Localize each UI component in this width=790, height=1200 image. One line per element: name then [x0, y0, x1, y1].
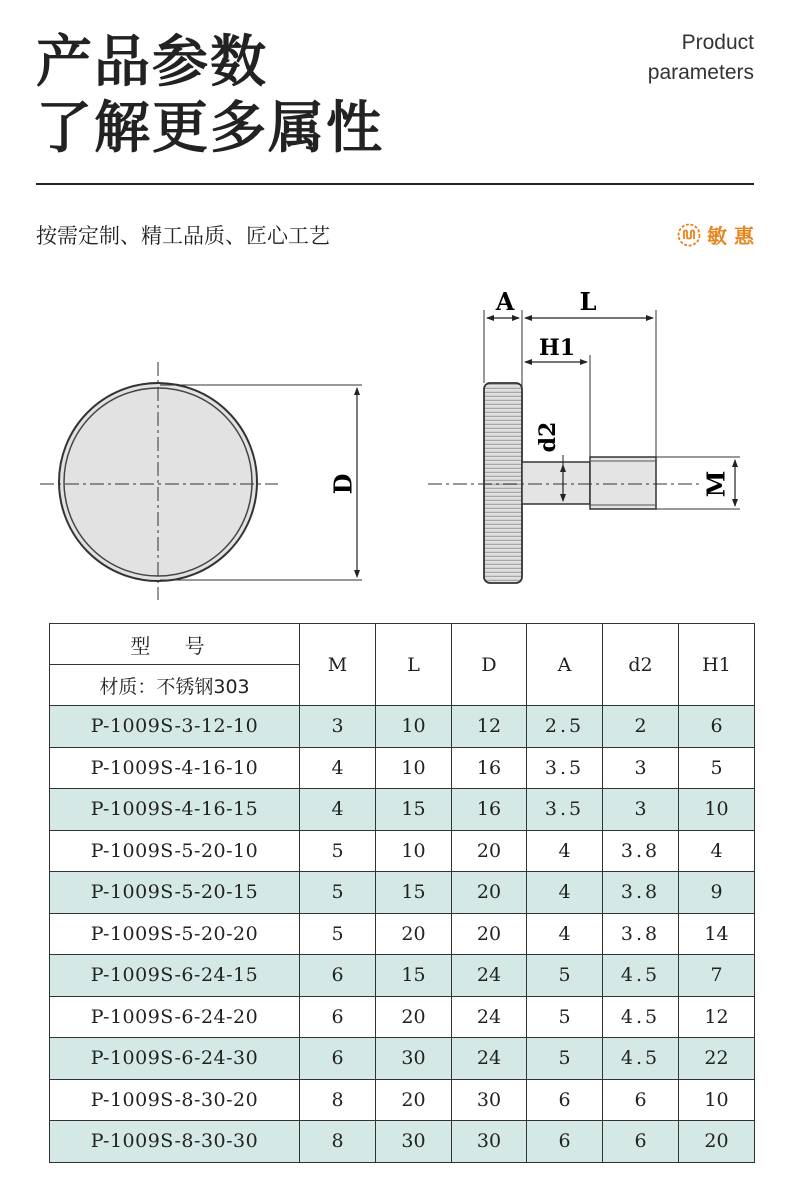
label-M: M — [701, 470, 731, 498]
english-title-line-2: parameters — [647, 61, 754, 84]
cell-a: 4 — [527, 872, 603, 914]
cell-d: 12 — [452, 706, 527, 748]
cell-d: 30 — [452, 1079, 527, 1121]
table-row — [50, 913, 755, 955]
side-view — [428, 287, 740, 583]
label-A: A — [495, 287, 515, 316]
brand-logo-icon — [677, 223, 701, 247]
cell-model: P-1009S-5-20-15 — [50, 872, 300, 914]
header-col-d2: d2 — [603, 624, 679, 706]
cell-m: 5 — [300, 913, 376, 955]
cell-h1: 22 — [679, 1038, 755, 1080]
cell-model: P-1009S-5-20-10 — [50, 830, 300, 872]
cell-a: 4 — [527, 830, 603, 872]
cell-d: 24 — [452, 955, 527, 997]
cell-d2: 4.5 — [603, 996, 679, 1038]
cell-l: 15 — [376, 955, 452, 997]
cell-m: 8 — [300, 1079, 376, 1121]
table-row — [50, 955, 755, 997]
cell-d2: 3 — [603, 747, 679, 789]
cell-model: P-1009S-5-20-20 — [50, 913, 300, 955]
table-row — [50, 1121, 755, 1163]
cell-a: 3.5 — [527, 747, 603, 789]
cell-l: 20 — [376, 996, 452, 1038]
cell-m: 4 — [300, 789, 376, 831]
table-row — [50, 1079, 755, 1121]
header-divider — [36, 183, 754, 185]
cell-l: 30 — [376, 1121, 452, 1163]
cell-l: 15 — [376, 872, 452, 914]
cell-model: P-1009S-3-12-10 — [50, 706, 300, 748]
table-row — [50, 789, 755, 831]
cell-a: 5 — [527, 1038, 603, 1080]
cell-m: 5 — [300, 872, 376, 914]
cell-d2: 6 — [603, 1121, 679, 1163]
cell-d: 16 — [452, 789, 527, 831]
cell-a: 5 — [527, 996, 603, 1038]
header-col-A: A — [527, 624, 603, 706]
cell-l: 15 — [376, 789, 452, 831]
cell-model: P-1009S-8-30-20 — [50, 1079, 300, 1121]
cell-h1: 9 — [679, 872, 755, 914]
table-row — [50, 706, 755, 748]
english-title — [648, 28, 754, 88]
technical-drawing — [0, 270, 790, 615]
table-row — [50, 996, 755, 1038]
thread-M — [590, 457, 656, 509]
cell-model: P-1009S-6-24-15 — [50, 955, 300, 997]
table-row — [50, 872, 755, 914]
table-row — [50, 830, 755, 872]
cell-d2: 6 — [603, 1079, 679, 1121]
cell-d: 24 — [452, 996, 527, 1038]
cell-d: 20 — [452, 830, 527, 872]
table-row — [50, 747, 755, 789]
cell-d: 16 — [452, 747, 527, 789]
cell-model: P-1009S-6-24-30 — [50, 1038, 300, 1080]
page-title — [36, 30, 384, 162]
cell-d2: 3.8 — [603, 872, 679, 914]
cell-a: 6 — [527, 1079, 603, 1121]
cell-a: 2.5 — [527, 706, 603, 748]
header-model: 型 号 — [50, 624, 300, 665]
cell-h1: 12 — [679, 996, 755, 1038]
cell-d: 20 — [452, 872, 527, 914]
cell-d: 30 — [452, 1121, 527, 1163]
cell-m: 4 — [300, 747, 376, 789]
brand — [677, 220, 754, 249]
cell-l: 10 — [376, 830, 452, 872]
cell-l: 10 — [376, 747, 452, 789]
spec-table — [49, 623, 755, 1163]
cell-h1: 6 — [679, 706, 755, 748]
cell-h1: 5 — [679, 747, 755, 789]
cell-h1: 10 — [679, 789, 755, 831]
header-col-D: D — [452, 624, 527, 706]
cell-a: 4 — [527, 913, 603, 955]
cell-a: 6 — [527, 1121, 603, 1163]
cell-m: 6 — [300, 996, 376, 1038]
header-material: 材质：不锈钢303 — [50, 665, 300, 706]
cell-model: P-1009S-4-16-10 — [50, 747, 300, 789]
cell-h1: 14 — [679, 913, 755, 955]
cell-d2: 4.5 — [603, 1038, 679, 1080]
header-col-H1: H1 — [679, 624, 755, 706]
cell-l: 20 — [376, 913, 452, 955]
title-line-2: 了解更多属性 — [36, 96, 384, 161]
label-L: L — [579, 287, 597, 316]
header-col-M: M — [300, 624, 376, 706]
cell-d2: 3.8 — [603, 913, 679, 955]
cell-d2: 4.5 — [603, 955, 679, 997]
brand-name: 敏 惠 — [707, 224, 754, 248]
english-title-line-1: Product — [681, 31, 754, 54]
front-view — [40, 362, 362, 600]
cell-d2: 3.8 — [603, 830, 679, 872]
knob-knurled-rim — [484, 383, 522, 583]
cell-h1: 4 — [679, 830, 755, 872]
cell-m: 3 — [300, 706, 376, 748]
cell-d: 20 — [452, 913, 527, 955]
cell-m: 6 — [300, 955, 376, 997]
header-col-L: L — [376, 624, 452, 706]
cell-h1: 10 — [679, 1079, 755, 1121]
label-D: D — [328, 473, 358, 495]
cell-model: P-1009S-4-16-15 — [50, 789, 300, 831]
cell-d2: 2 — [603, 706, 679, 748]
cell-l: 10 — [376, 706, 452, 748]
cell-model: P-1009S-6-24-20 — [50, 996, 300, 1038]
cell-l: 30 — [376, 1038, 452, 1080]
cell-d: 24 — [452, 1038, 527, 1080]
cell-m: 8 — [300, 1121, 376, 1163]
cell-m: 6 — [300, 1038, 376, 1080]
cell-a: 5 — [527, 955, 603, 997]
title-line-1: 产品参数 — [36, 30, 268, 95]
cell-h1: 20 — [679, 1121, 755, 1163]
cell-h1: 7 — [679, 955, 755, 997]
label-H1: H1 — [538, 335, 576, 361]
shoulder-d2 — [522, 462, 590, 504]
label-d2: d2 — [535, 421, 561, 453]
spec-table-body — [50, 706, 755, 1163]
cell-m: 5 — [300, 830, 376, 872]
cell-l: 20 — [376, 1079, 452, 1121]
cell-model: P-1009S-8-30-30 — [50, 1121, 300, 1163]
cell-d2: 3 — [603, 789, 679, 831]
cell-a: 3.5 — [527, 789, 603, 831]
table-row — [50, 1038, 755, 1080]
tagline: 按需定制、精工品质、匠心工艺 — [36, 224, 330, 248]
